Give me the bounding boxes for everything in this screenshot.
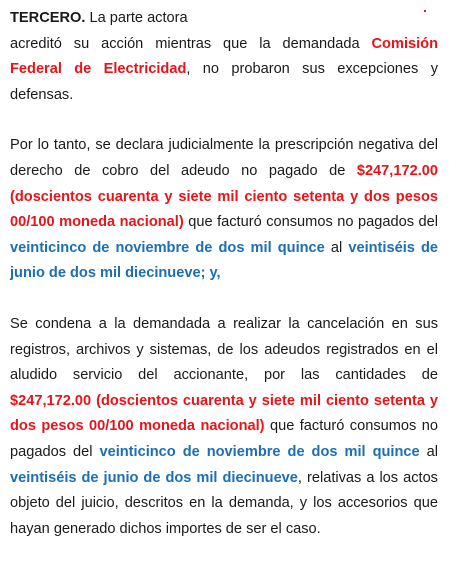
date-to-highlight: veintiséis de junio de dos mil diecinueve; y, [10,239,438,282]
text-segment: , relativas a los actos objeto del juicio, descritos en la demanda, y los accesorios que hayan generado dichos importes de ser el caso. [10,469,438,537]
text-segment: que facturó consumos no pagados del [10,418,438,460]
section-heading: TERCERO. [10,10,86,26]
text-segment: La parte actora [85,10,188,26]
date-to-highlight: veintiséis de junio de dos mil diecinueve [10,469,298,486]
text-segment: que facturó consumos no pagados del [183,214,438,231]
amount-highlight: $247,172.00 (doscientos cuarenta y siete mil ciento setenta y dos pesos 00/100 moneda nacional) [10,392,438,435]
entity-name: Comisión Federal de Electricidad [10,35,438,78]
date-from-highlight: veinticinco de noviembre de dos mil quince [10,239,325,256]
text-segment: Se condena a la demandada a realizar la cancelación en sus registros, archivos y sistemas, de los adeudos registrados en el aludido servicio del accionante, por las cantidades de [10,315,438,384]
paragraph-condena [10,312,438,542]
text-segment: al [419,443,438,460]
amount-highlight: $247,172.00 (doscientos cuarenta y siete mil ciento setenta y dos pesos 00/100 moneda nacional) [10,162,438,231]
document-body [10,6,438,542]
text-segment: Por lo tanto, se declara judicialmente la prescripción negativa del derecho de cobro del adeudo no pagado de [10,137,438,179]
text-segment: al [324,239,349,256]
red-dot-mark [424,10,426,12]
text-segment: , no probaron sus excepciones y defensas. [10,61,438,103]
text-segment: acreditó su acción mientras que la demandada [10,35,372,52]
paragraph-tercero [10,6,438,108]
paragraph-prescripcion [10,133,438,287]
date-from-highlight: veinticinco de noviembre de dos mil quince [99,443,420,460]
